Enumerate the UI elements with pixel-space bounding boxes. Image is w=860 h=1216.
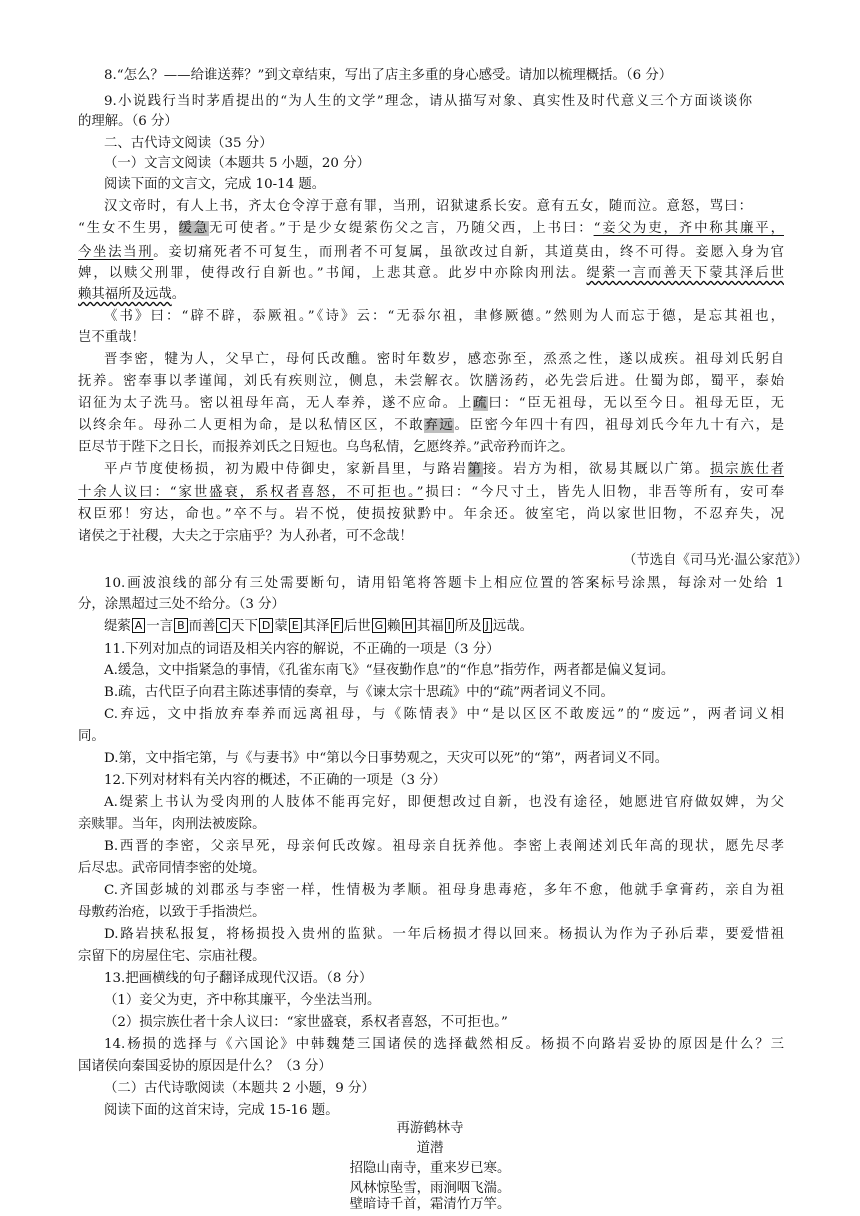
question-10-line-1: 10.画波浪线的部分有三处需要断句，请用铅笔将答题卡上相应位置的答案标号涂黑，每涂对一处给 1	[104, 576, 784, 591]
question-12-option-a-line-2: 亲赎罪。当年，肉刑法被废除。	[78, 817, 266, 832]
passage3-line-3: 诏征为太子洗马。密以祖母年高，无人奉养，遂不应命。上疏曰：“臣无祖母，无以至今日。祖母无臣，无	[78, 396, 784, 411]
break-option-c[interactable]: C	[216, 618, 230, 633]
break-option-j[interactable]: J	[483, 618, 492, 633]
question-11-option-a: A.缓急，文中指紧急的事情，《孔雀东南飞》“昼夜勤作息”的“作息”指劳作，两者都是偏义复词。	[104, 663, 675, 678]
question-9-line-2: 的理解。（6 分）	[78, 114, 178, 129]
question-9-line-1: 9.小说践行当时茅盾提出的“为人生的文学”理念，请从描写对象、真实性及时代意义三个方面谈谈你	[104, 94, 752, 109]
passage1-line-5: 赖其福所及远哉。	[78, 287, 186, 302]
question-13-sentence-1: （1）妾父为吏，齐中称其廉平，今坐法当刑。	[104, 993, 381, 1008]
passage4-line-3: 权臣邪！穷达，命也。”卒不与。岩不悦，使损按狱黔中。年余还。彼室宅，尚以家世旧物，不忍弃失，况	[78, 507, 784, 522]
source-citation: （节选自《司马光·温公家范》）	[622, 553, 808, 568]
passage4-line-1: 平卢节度使杨损，初为殿中侍御史，家新昌里，与路岩第接。岩方为相，欲易其厩以广第。损宗族仕者	[104, 462, 785, 477]
question-12-option-c-line-2: 母敷药治疮，以致于手指溃烂。	[78, 905, 266, 920]
passage3-line-2: 抚养。密奉事以孝谨闻，刘氏有疾则泣，侧息，未尝解衣。饮膳汤药，必先尝后进。仕蜀为郎，蜀平，泰始	[78, 374, 784, 389]
break-option-g[interactable]: G	[372, 618, 387, 633]
passage2-line-1: 《书》曰：“辟不辟，忝厥祖。”《诗》云：“无忝尔祖，聿修厥德。”然则为人而忘于德，是忘其祖也，	[104, 309, 784, 324]
wavy-underlined-text-b: 赖其福所及远哉	[78, 287, 172, 302]
question-11-option-b: B.疏，古代臣子向君主陈述事情的奏章，与《谏太宗十思疏》中的“疏”两者词义不同。	[104, 685, 614, 700]
poem-title: 再游鹤林寺	[396, 1121, 464, 1136]
underlined-sentence-2b: 十余人议曰：“家世盛衰，系权者喜怒，不可拒也。”	[78, 485, 424, 500]
question-12-option-a-line-1: A.缇萦上书认为受肉刑的人肢体不能再完好，即便想改过自新，也没有途径，她愿进官府做奴婢，为父	[104, 795, 784, 810]
break-option-a[interactable]: A	[132, 618, 146, 633]
break-option-d[interactable]: D	[259, 618, 273, 633]
underlined-sentence-1a: “妾父为吏，齐中称其廉平，	[593, 221, 784, 236]
break-option-e[interactable]: E	[289, 618, 302, 633]
question-12-option-b-line-1: B.西晋的李密，父亲早死，母亲何氏改嫁。祖母亲自抚养他。李密上表阐述刘氏年高的现状，愿先尽孝	[104, 839, 784, 854]
question-10-line-2: 分，涂黑超过三处不给分。（3 分）	[78, 597, 285, 612]
section-heading-ancient: 二、古代诗文阅读（35 分）	[104, 136, 273, 151]
question-12-option-c-line-1: C.齐国彭城的刘郡丞与李密一样，性情极为孝顺。祖母身患毒疮，多年不愈，他就手拿膏药，亲自为祖	[104, 883, 784, 898]
passage4-line-2: 十余人议曰：“家世盛衰，系权者喜怒，不可拒也。”损曰：“今尺寸土，皆先人旧物，非吾等所有，安可奉	[78, 485, 784, 500]
dotted-word-huanji: 缓急	[178, 221, 210, 236]
passage1-line-3: 今坐法当刑。妾切痛死者不可复生，而刑者不可复属，虽欲改过自新，其道莫由，终不可得。妾愿入身为官	[78, 245, 785, 260]
question-12-option-d-line-1: D.路岩挟私报复，将杨损投入贵州的监狱。一年后杨损才得以回来。杨损认为作为子孙后辈，要爱惜祖	[104, 927, 784, 942]
reading-instruction-2: 阅读下面的这首宋诗，完成 15-16 题。	[104, 1103, 339, 1118]
reading-instruction-1: 阅读下面的文言文，完成 10-14 题。	[104, 177, 326, 192]
question-10-options: 缇萦 A 一言 B 而善 C 天下 D 蒙 E 其泽 F 后世 G 赖 H 其福 I 所及 J 远哉。	[104, 619, 534, 634]
question-12-option-d-line-2: 宗留下的房屋住宅、宗庙社稷。	[78, 949, 266, 964]
wavy-underlined-text-a: 缇萦一言而善天下蒙其泽后世	[586, 266, 784, 281]
poem-line-3: 壁暗诗千首，霜清竹万竿。	[349, 1197, 511, 1212]
question-12-stem: 12.下列对材料有关内容的概述，不正确的一项是（3 分）	[104, 773, 447, 788]
underlined-sentence-2a: 损宗族仕者	[710, 462, 785, 477]
break-option-f[interactable]: F	[331, 618, 343, 633]
question-14-line-2: 国诸侯向秦国妥协的原因是什么？（3 分）	[78, 1059, 332, 1074]
subsection-heading-prose: （一）文言文阅读（本题共 5 小题，20 分）	[104, 156, 370, 171]
break-option-i[interactable]: I	[445, 618, 454, 633]
question-11-stem: 11.下列对加点的词语及相关内容的解说，不正确的一项是（3 分）	[104, 642, 500, 657]
question-12-option-b-line-2: 后尽忠。武帝同情李密的处境。	[78, 861, 266, 876]
passage3-line-4: 以终余年。母孙二人更相为命，是以私情区区，不敢弃远。臣密今年四十有四，祖母刘氏今年九十有六，是	[78, 418, 785, 433]
question-11-option-c-line-1: C.弃远，文中指放弃奉养而远离祖母，与《陈情表》中“是以区区不敢废远”的“废远”，两者词义相	[104, 707, 784, 722]
poem-line-1: 招隐山南寺，重来岁已寒。	[349, 1161, 511, 1176]
passage1-line-1: 汉文帝时，有人上书，齐太仓令淳于意有罪，当刑，诏狱逮系长安。意有五女，随而泣。意怒，骂曰：	[104, 199, 752, 214]
break-option-b[interactable]: B	[174, 618, 188, 633]
question-11-option-d: D.第，文中指宅第，与《与妻书》中“第以今日事势观之，天灾可以死”的“第”，两者词义不同。	[104, 751, 669, 766]
break-option-h[interactable]: H	[402, 618, 416, 633]
poem-line-2: 风林惊坠雪，雨涧咽飞湍。	[349, 1181, 511, 1196]
subsection-heading-poetry: （二）古代诗歌阅读（本题共 2 小题，9 分）	[104, 1081, 375, 1096]
passage1-line-4: 婢，以赎父刑罪，使得改行自新也。”书闻，上悲其意。此岁中亦除肉刑法。缇萦一言而善天下蒙其泽后世	[78, 266, 784, 281]
passage4-line-4: 诸侯之于社稷，大夫之于宗庙乎？为人孙者，可不念哉！	[78, 529, 413, 544]
poem-author: 道潜	[416, 1141, 444, 1156]
passage3-line-5: 臣尽节于陛下之日长，而报养刘氏之日短也。乌鸟私情，乞愿终养。”武帝矜而许之。	[78, 440, 574, 455]
passage2-line-2: 岂不重哉！	[78, 330, 145, 345]
question-13-stem: 13.把画横线的句子翻译成现代汉语。（8 分）	[104, 971, 373, 986]
question-11-option-c-line-2: 同。	[78, 729, 105, 744]
underlined-sentence-1b: 今坐法当刑	[78, 245, 154, 260]
dotted-word-qiyuan: 弃远	[424, 418, 455, 433]
question-14-line-1: 14.杨损的选择与《六国论》中韩魏楚三国诸侯的选择截然相反。杨损不向路岩妥协的原因是什么？三	[104, 1037, 784, 1052]
question-8: 8.“怎么？——给谁送葬？”到文章结束，写出了店主多重的身心感受。请加以梳理概括。（6 分）	[104, 68, 673, 83]
passage3-line-1: 晋李密，犍为人，父早亡，母何氏改醮。密时年数岁，感恋弥至，烝烝之性，遂以成疾。祖母刘氏躬自	[104, 352, 784, 367]
passage1-line-2: “生女不生男，缓急无可使者。”于是少女缇萦伤父之言，乃随父西，上书曰：“妾父为吏，齐中称其廉平，	[78, 221, 784, 236]
dotted-word-shu: 疏	[473, 396, 489, 411]
question-13-sentence-2: （2）损宗族仕者十余人议曰：“家世盛衰，系权者喜怒，不可拒也。”	[104, 1015, 508, 1030]
dotted-word-di: 第	[467, 462, 483, 477]
